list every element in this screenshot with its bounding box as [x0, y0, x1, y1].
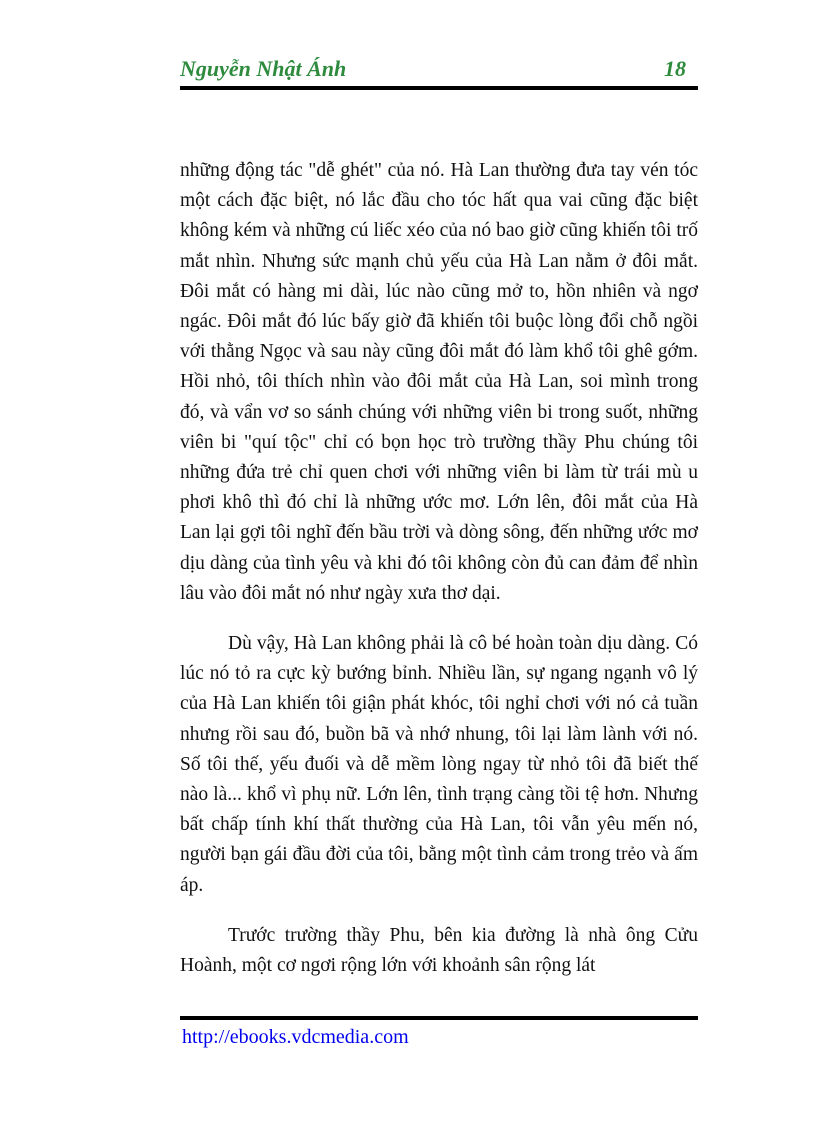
header-rule: [180, 86, 698, 90]
paragraph-3: Trước trường thầy Phu, bên kia đường là nhà ông Cửu Hoành, một cơ ngơi rộng lớn với khoảnh sân rộng lát: [180, 924, 698, 977]
author-name: Nguyễn Nhật Ánh: [180, 56, 347, 81]
footer-url-link[interactable]: http://ebooks.vdcmedia.com: [182, 1026, 409, 1048]
paragraph-2: Dù vậy, Hà Lan không phải là cô bé hoàn toàn dịu dàng. Có lúc nó tỏ ra cực kỳ bướng bỉnh. Nhiều lần, sự ngang ngạnh vô lý của Hà Lan khiến tôi giận phát khóc, tôi nghỉ chơi với nó cả tuần nhưng rồi sau đó, buồn bã và nhớ nhung, tôi lại làm lành với nó. Số tôi thế, yếu đuối và dễ mềm lòng ngay từ nhỏ tôi đã biết thế nào là... khổ vì phụ nữ. Lớn lên, tình trạng càng tồi tệ hơn. Nhưng bất chấp tính khí thất thường của Hà Lan, tôi vẫn yêu mến nó, người bạn gái đầu đời của tôi, bằng một tình cảm trong trẻo và ấm áp.: [180, 633, 698, 896]
footer-rule: [180, 1016, 698, 1020]
page-header: [180, 56, 698, 86]
paragraph-1: những động tác "dễ ghét" của nó. Hà Lan thường đưa tay vén tóc một cách đặc biệt, nó lắc đầu cho tóc hất qua vai cũng đặc biệt không kém và những cú liếc xéo của nó bao giờ cũng khiến tôi trố mắt nhìn. Nhưng sức mạnh chủ yếu của Hà Lan nằm ở đôi mắt. Đôi mắt có hàng mi dài, lúc nào cũng mở to, hồn nhiên và ngơ ngác. Đôi mắt đó lúc bấy giờ đã khiến tôi buộc lòng đổi chỗ ngồi với thằng Ngọc và sau này cũng đôi mắt đó làm khổ tôi ghê gớm. Hồi nhỏ, tôi thích nhìn vào đôi mắt của Hà Lan, soi mình trong đó, và vẩn vơ so sánh chúng với những viên bi trong suốt, những viên bi "quí tộc" chỉ có bọn học trò trường thầy Phu chúng tôi những đứa trẻ chỉ quen chơi với những viên bi làm từ trái mù u phơi khô thì đó chỉ là những ước mơ. Lớn lên, đôi mắt của Hà Lan lại gợi tôi nghĩ đến bầu trời và dòng sông, đến những ước mơ dịu dàng của tình yêu và khi đó tôi không còn đủ can đảm để nhìn lâu vào đôi mắt nó như ngày xưa thơ dại.: [180, 160, 698, 604]
body-text: [180, 156, 698, 981]
page-number: 18: [664, 56, 686, 81]
